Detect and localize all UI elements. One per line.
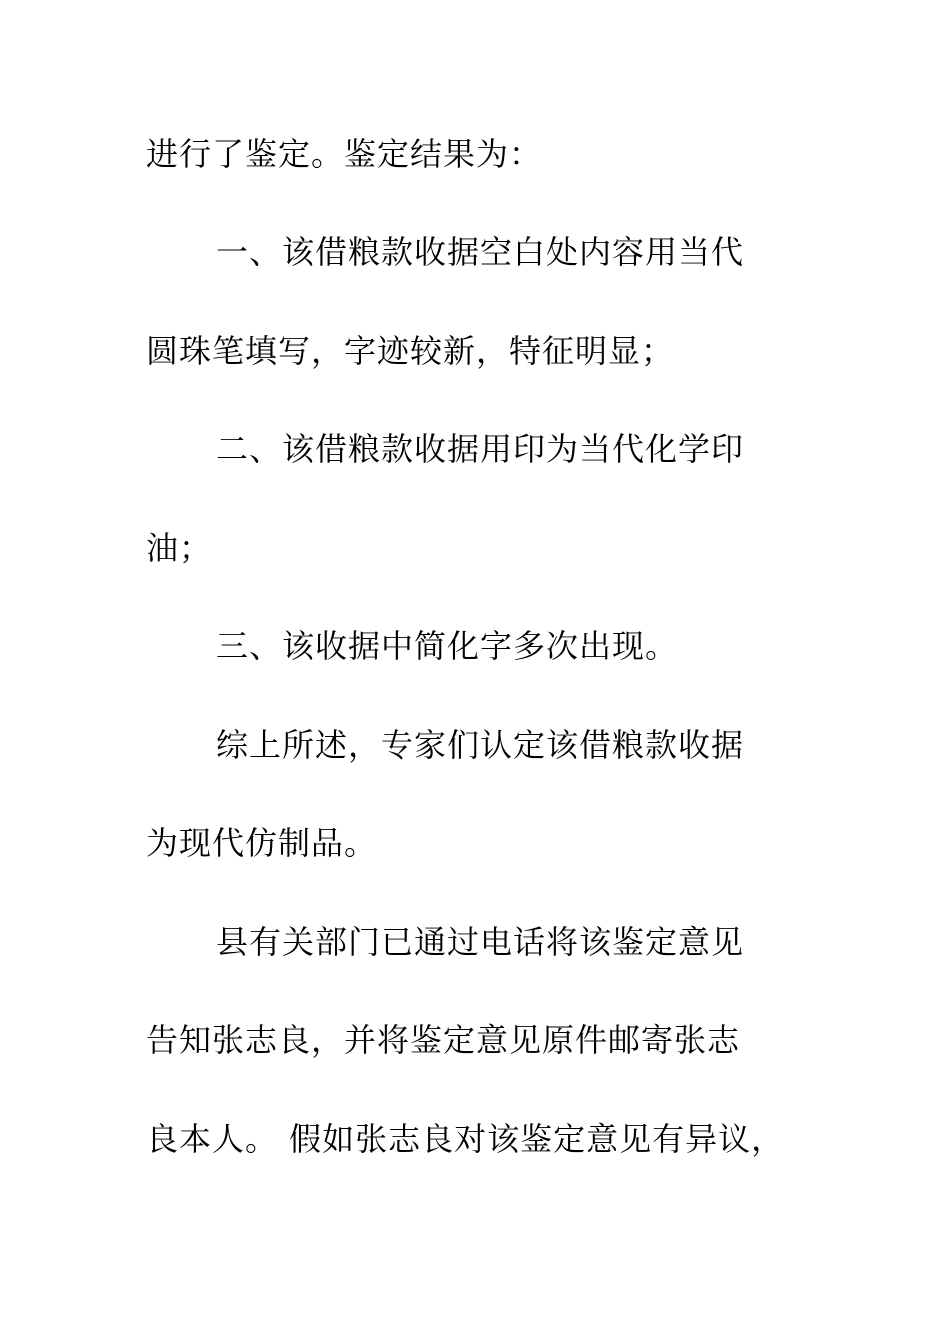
text-line: 油； bbox=[146, 529, 213, 567]
text-line: 告知张志良，并将鉴定意见原件邮寄张志 bbox=[146, 1021, 741, 1059]
text-line: 二、该借粮款收据用印为当代化学印 bbox=[216, 430, 745, 468]
text-line: 县有关部门已通过电话将该鉴定意见 bbox=[216, 923, 745, 961]
text-line: 圆珠笔填写，字迹较新，特征明显； bbox=[146, 332, 675, 370]
text-line: 三、该收据中简化字多次出现。 bbox=[216, 627, 679, 665]
text-line: 为现代仿制品。 bbox=[146, 824, 378, 862]
text-line: 良本人。 假如张志良对该鉴定意见有异议， bbox=[146, 1120, 785, 1158]
text-line: 进行了鉴定。鉴定结果为： bbox=[146, 135, 543, 173]
text-line: 一、该借粮款收据空白处内容用当代 bbox=[216, 233, 745, 271]
text-line: 综上所述，专家们认定该借粮款收据 bbox=[216, 726, 745, 764]
